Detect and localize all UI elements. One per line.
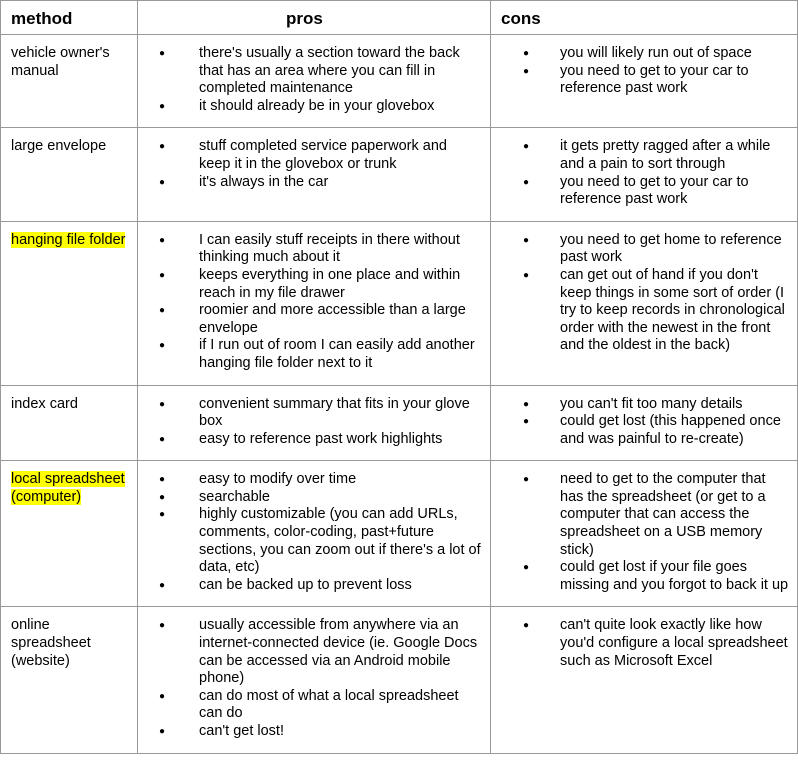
method-label: vehicle owner's manual (11, 45, 110, 79)
cons-item: ● could get lost if your file goes missing and you forgot to back it up (504, 559, 789, 594)
pros-cell (138, 385, 491, 461)
method-cell (1, 385, 138, 461)
cons-cell (491, 35, 798, 128)
method-cell (1, 128, 138, 221)
pros-item: ● it should already be in your glovebox (161, 98, 482, 116)
cons-list (504, 396, 789, 449)
pros-list (161, 617, 482, 740)
method-label: online spreadsheet (website) (11, 617, 91, 669)
cons-item: ● can't quite look exactly like how you'd configure a local spreadsheet such as Microsoft Excel (504, 617, 789, 670)
pros-item: ● easy to modify over time (161, 471, 482, 489)
pros-item: ● easy to reference past work highlights (161, 431, 482, 449)
pros-list (161, 396, 482, 449)
header-method: method (1, 1, 138, 35)
cons-item: ● need to get to the computer that has the spreadsheet (or get to a computer that can access the spreadsheet on a USB memory stick) (504, 471, 789, 559)
pros-list (161, 232, 482, 373)
method-label: hanging file folder (11, 231, 126, 248)
cons-cell (491, 385, 798, 461)
pros-item: ● can be backed up to prevent loss (161, 577, 482, 595)
header-row (1, 1, 798, 35)
method-label: index card (11, 395, 78, 412)
pros-item: ● highly customizable (you can add URLs, comments, color-coding, past+future sections, you can zoom out if there's a lot of data, etc) (161, 506, 482, 576)
pros-cell (138, 35, 491, 128)
header-cons: cons (491, 1, 798, 35)
cons-item: ● you can't fit too many details (504, 396, 789, 414)
pros-cell (138, 221, 491, 385)
pros-list (161, 471, 482, 594)
pros-item: ● can do most of what a local spreadsheet can do (161, 688, 482, 723)
table-row (1, 128, 798, 221)
table-row (1, 221, 798, 385)
cons-item: ● you need to get to your car to reference past work (504, 174, 789, 209)
table-row (1, 35, 798, 128)
table-row (1, 607, 798, 753)
cons-list (504, 138, 789, 208)
cons-cell (491, 607, 798, 753)
pros-item: ● if I run out of room I can easily add another hanging file folder next to it (161, 337, 482, 372)
pros-list (161, 138, 482, 191)
cons-item: ● could get lost (this happened once and was painful to re-create) (504, 413, 789, 448)
method-label: large envelope (11, 138, 107, 155)
cons-item: ● it gets pretty ragged after a while and a pain to sort through (504, 138, 789, 173)
cons-cell (491, 128, 798, 221)
method-label: local spreadsheet (computer) (11, 471, 125, 505)
method-cell (1, 607, 138, 753)
pros-item: ● can't get lost! (161, 723, 482, 741)
method-cell (1, 221, 138, 385)
pros-item: ● I can easily stuff receipts in there without thinking much about it (161, 232, 482, 267)
method-cell (1, 35, 138, 128)
pros-item: ● convenient summary that fits in your glove box (161, 396, 482, 431)
pros-item: ● roomier and more accessible than a large envelope (161, 302, 482, 337)
cons-item: ● you need to get to your car to reference past work (504, 63, 789, 98)
pros-item: ● keeps everything in one place and within reach in my file drawer (161, 267, 482, 302)
method-cell (1, 461, 138, 607)
pros-item: ● it's always in the car (161, 174, 482, 192)
pros-item: ● there's usually a section toward the back that has an area where you can fill in completed maintenance (161, 45, 482, 98)
table-row (1, 385, 798, 461)
cons-cell (491, 221, 798, 385)
pros-item: ● usually accessible from anywhere via an internet-connected device (ie. Google Docs can be accessed via an Android mobile phone) (161, 617, 482, 687)
pros-cell (138, 607, 491, 753)
cons-item: ● you will likely run out of space (504, 45, 789, 63)
header-pros: pros (138, 1, 491, 35)
table-row (1, 461, 798, 607)
cons-item: ● you need to get home to reference past work (504, 232, 789, 267)
cons-list (504, 617, 789, 670)
table-body (1, 35, 798, 754)
pros-item: ● stuff completed service paperwork and keep it in the glovebox or trunk (161, 138, 482, 173)
pros-cell (138, 128, 491, 221)
pros-item: ● searchable (161, 489, 482, 507)
cons-cell (491, 461, 798, 607)
pros-list (161, 45, 482, 115)
cons-list (504, 471, 789, 594)
cons-item: ● can get out of hand if you don't keep things in some sort of order (I try to keep records in chronological order with the newest in the front and the oldest in the back) (504, 267, 789, 355)
pros-cell (138, 461, 491, 607)
cons-list (504, 232, 789, 355)
cons-list (504, 45, 789, 98)
